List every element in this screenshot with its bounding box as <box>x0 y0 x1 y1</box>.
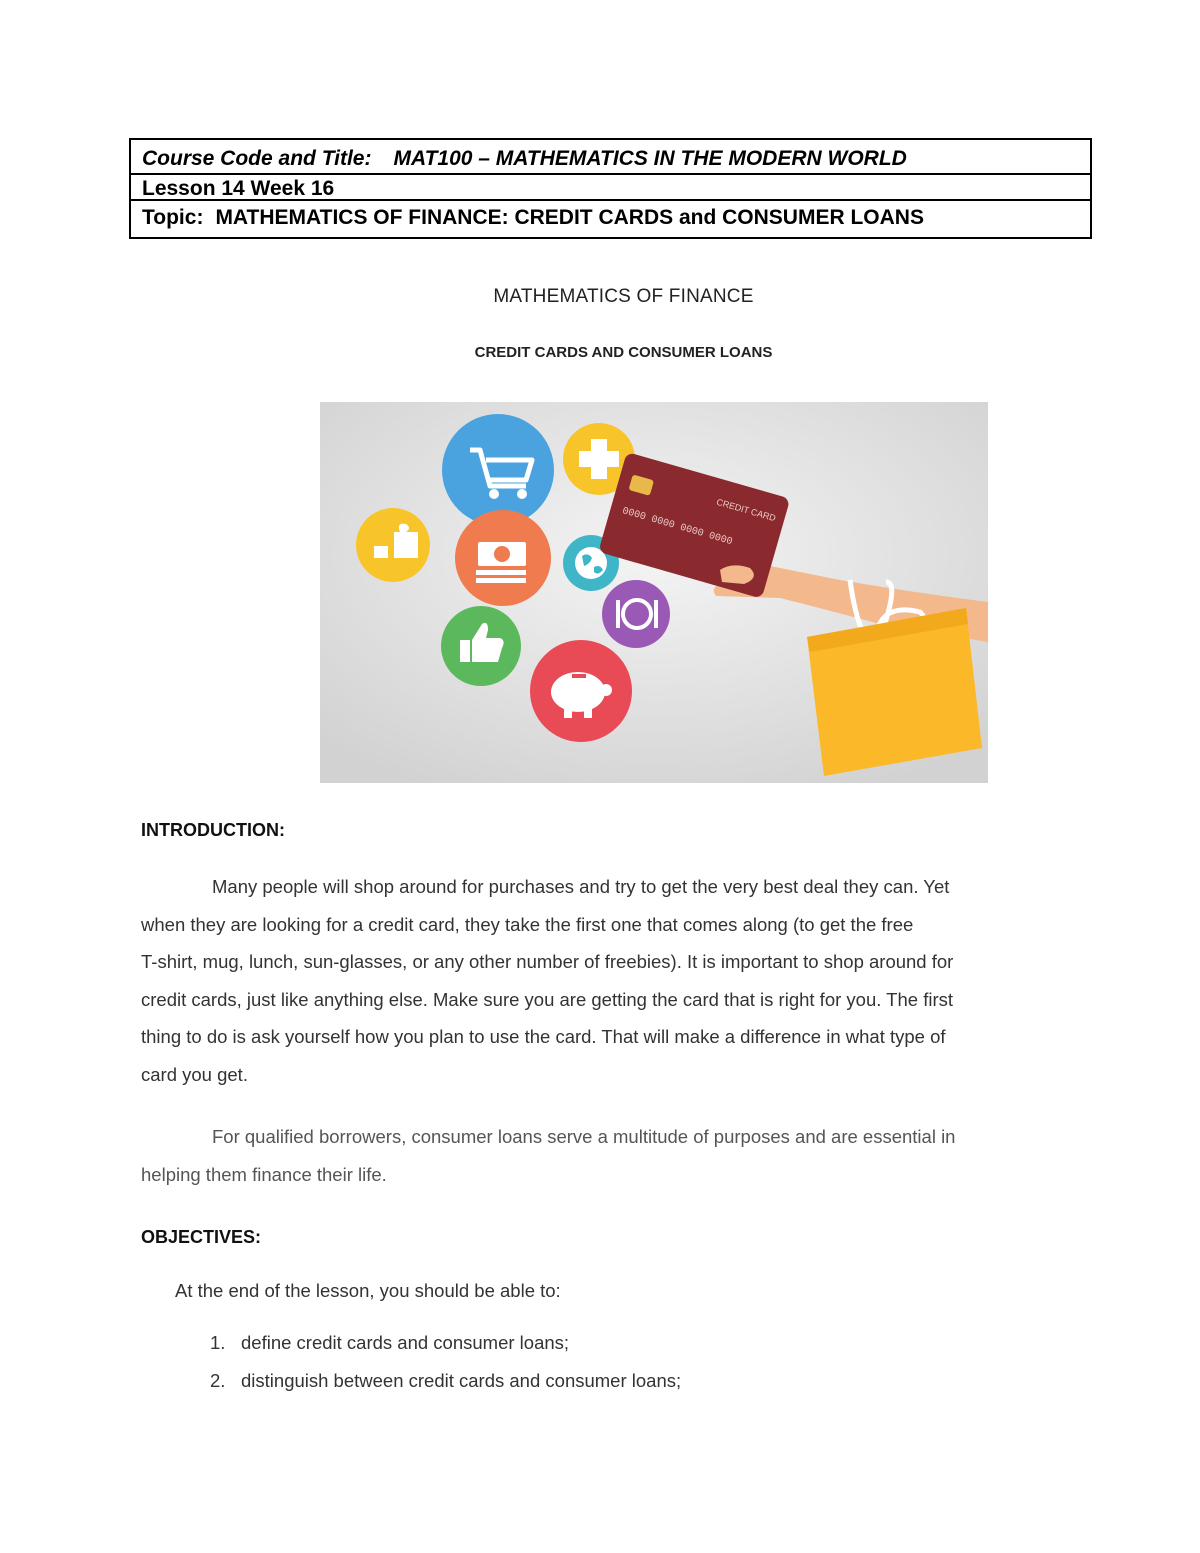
intro-line: when they are looking for a credit card, they take the first one that comes along (to get the free <box>141 913 914 935</box>
introduction-heading: INTRODUCTION: <box>141 820 285 840</box>
lesson-row: Lesson 14 Week 16 <box>131 173 1090 199</box>
topic-row <box>131 199 1090 237</box>
intro-line: T-shirt, mug, lunch, sun-glasses, or any other number of freebies). It is important to shop around for <box>141 951 954 972</box>
thumbs-up-icon <box>441 606 521 686</box>
list-item: 2. distinguish between credit cards and consumer loans; <box>210 1370 682 1391</box>
intro-line: helping them finance their life. <box>141 1163 387 1185</box>
credit-card-illustration <box>320 402 988 783</box>
course-header-table <box>129 138 1092 239</box>
intro-line: thing to do is ask yourself how you plan to use the card. That will make a difference in what type of <box>141 1026 946 1047</box>
piggy-bank-icon <box>530 640 632 742</box>
intro-line: Many people will shop around for purchases and try to get the very best deal they can. Yet <box>212 876 950 897</box>
introduction-paragraph-2 <box>141 1118 1091 1193</box>
thumb <box>720 565 754 584</box>
main-title: MATHEMATICS OF FINANCE <box>493 286 754 307</box>
introduction-paragraph-1 <box>141 868 1091 1093</box>
money-stack-icon <box>455 510 551 606</box>
course-row <box>131 140 1090 173</box>
objectives-intro: At the end of the lesson, you should be able to: <box>175 1280 561 1301</box>
course-label: Course Code and Title: <box>142 147 372 170</box>
objectives-list <box>210 1330 681 1406</box>
topic-value: MATHEMATICS OF FINANCE: CREDIT CARDS and CONSUMER LOANS <box>215 206 924 229</box>
shopping-cart-icon <box>442 414 554 526</box>
dining-plate-icon <box>602 580 670 648</box>
gift-icon <box>356 508 430 582</box>
intro-line: card you get. <box>141 1063 248 1085</box>
intro-line: credit cards, just like anything else. Make sure you are getting the card that is right for you. The first <box>141 988 953 1010</box>
intro-line: For qualified borrowers, consumer loans serve a multitude of purposes and are essential in <box>212 1126 956 1147</box>
course-value: MAT100 – MATHEMATICS IN THE MODERN WORLD <box>393 147 907 170</box>
topic-label: Topic: <box>142 206 204 229</box>
sub-title: CREDIT CARDS AND CONSUMER LOANS <box>474 344 773 361</box>
card-label: CREDIT CARD <box>715 496 778 524</box>
card-number: 0000 0000 0000 0000 <box>620 506 734 549</box>
list-item: 1. define credit cards and consumer loans; <box>210 1332 570 1353</box>
objectives-heading: OBJECTIVES: <box>141 1227 262 1247</box>
